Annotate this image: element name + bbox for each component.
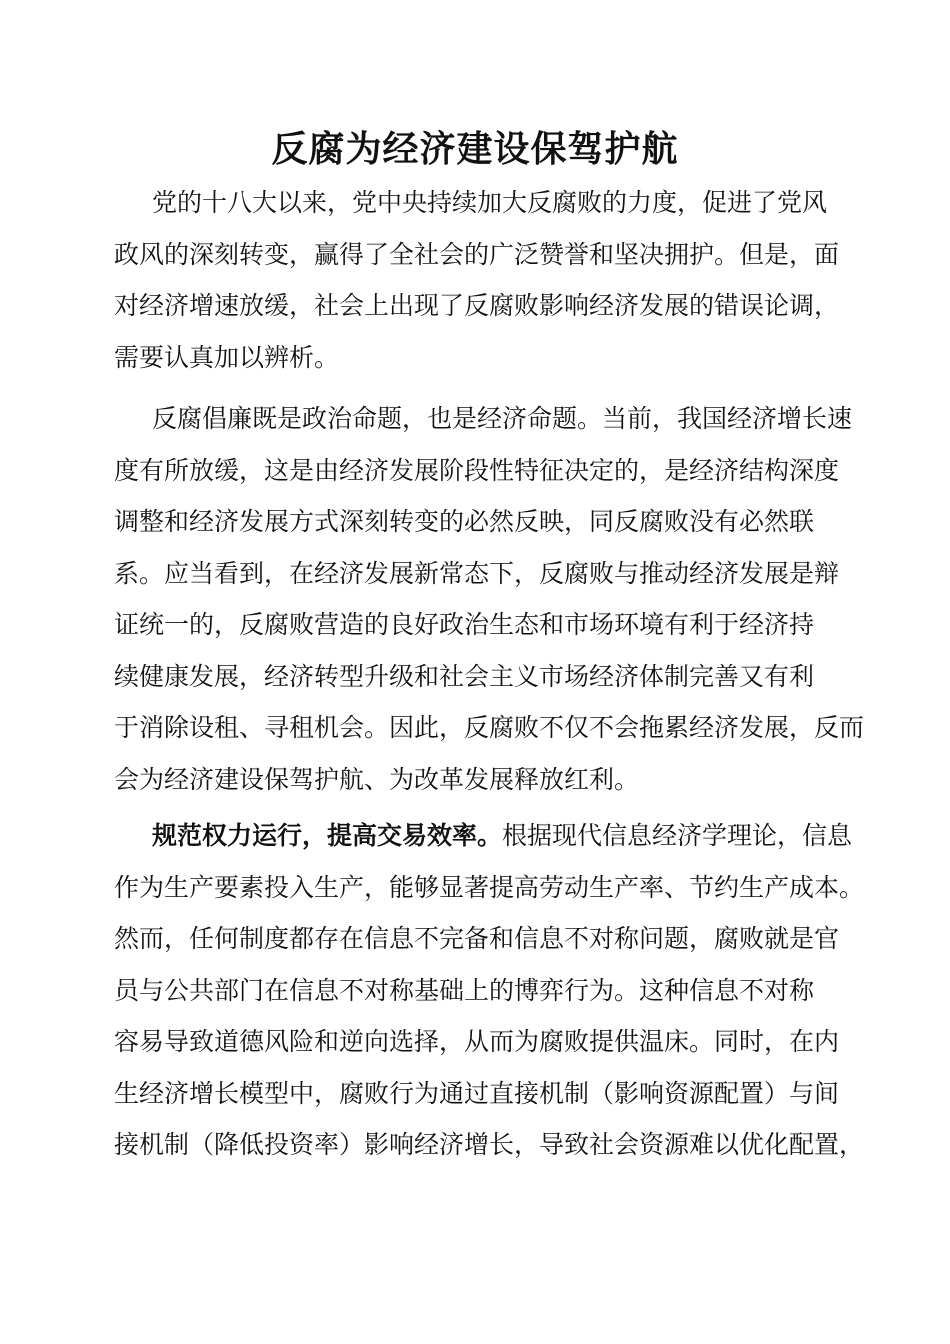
paragraph-line: 调整和经济发展方式深刻转变的必然反映，同反腐败没有必然联 (114, 507, 815, 536)
paragraph-line: 对经济增速放缓，社会上出现了反腐败影响经济发展的错误论调， (114, 291, 840, 320)
paragraph-line: 然而，任何制度都存在信息不完备和信息不对称问题，腐败就是官 (114, 924, 840, 953)
paragraph-line: 党的十八大以来，党中央持续加大反腐败的力度，促进了党风 (152, 188, 828, 217)
paragraph-line: 会为经济建设保驾护航、为改革发展释放红利。 (114, 764, 640, 794)
paragraph-line: 接机制（降低投资率）影响经济增长，导致社会资源难以优化配置， (114, 1130, 865, 1159)
paragraph-first-line (114, 810, 853, 862)
paragraph-line: 于消除设租、寻租机会。因此，反腐败不仅不会拖累经济发展，反而 (114, 713, 865, 742)
paragraph-1 (114, 177, 844, 383)
paragraph-line: 反腐倡廉既是政治命题，也是经济命题。当前，我国经济增长速 (152, 404, 853, 433)
paragraph-3 (114, 810, 865, 1171)
paragraph-line: 系。应当看到，在经济发展新常态下，反腐败与推动经济发展是辩 (114, 558, 840, 588)
paragraph-line: 度有所放缓，这是由经济发展阶段性特征决定的，是经济结构深度 (114, 455, 840, 485)
paragraph-line: 作为生产要素投入生产，能够显著提高劳动生产率、节约生产成本。 (114, 872, 865, 902)
paragraph-line: 政风的深刻转变，赢得了全社会的广泛赞誉和坚决拥护。但是，面 (114, 239, 840, 269)
paragraph-line: 容易导致道德风险和逆向选择，从而为腐败提供温床。同时，在内 (114, 1027, 840, 1056)
paragraph-line: 续健康发展，经济转型升级和社会主义市场经济体制完善又有利 (114, 661, 815, 691)
paragraph-2 (114, 393, 865, 805)
paragraph-line: 需要认真加以辨析。 (114, 342, 340, 372)
paragraph-line: 生经济增长模型中，腐败行为通过直接机制（影响资源配置）与间 (114, 1078, 840, 1108)
paragraph-text: 根据现代信息经济学理论，信息 (502, 821, 853, 850)
page-title: 反腐为经济建设保驾护航 (271, 128, 679, 170)
paragraph-line: 证统一的，反腐败营造的良好政治生态和市场环境有利于经济持 (114, 610, 815, 639)
section-heading: 规范权力运行，提高交易效率。 (152, 821, 503, 850)
paragraph-line: 员与公共部门在信息不对称基础上的博弈行为。这种信息不对称 (114, 975, 815, 1005)
